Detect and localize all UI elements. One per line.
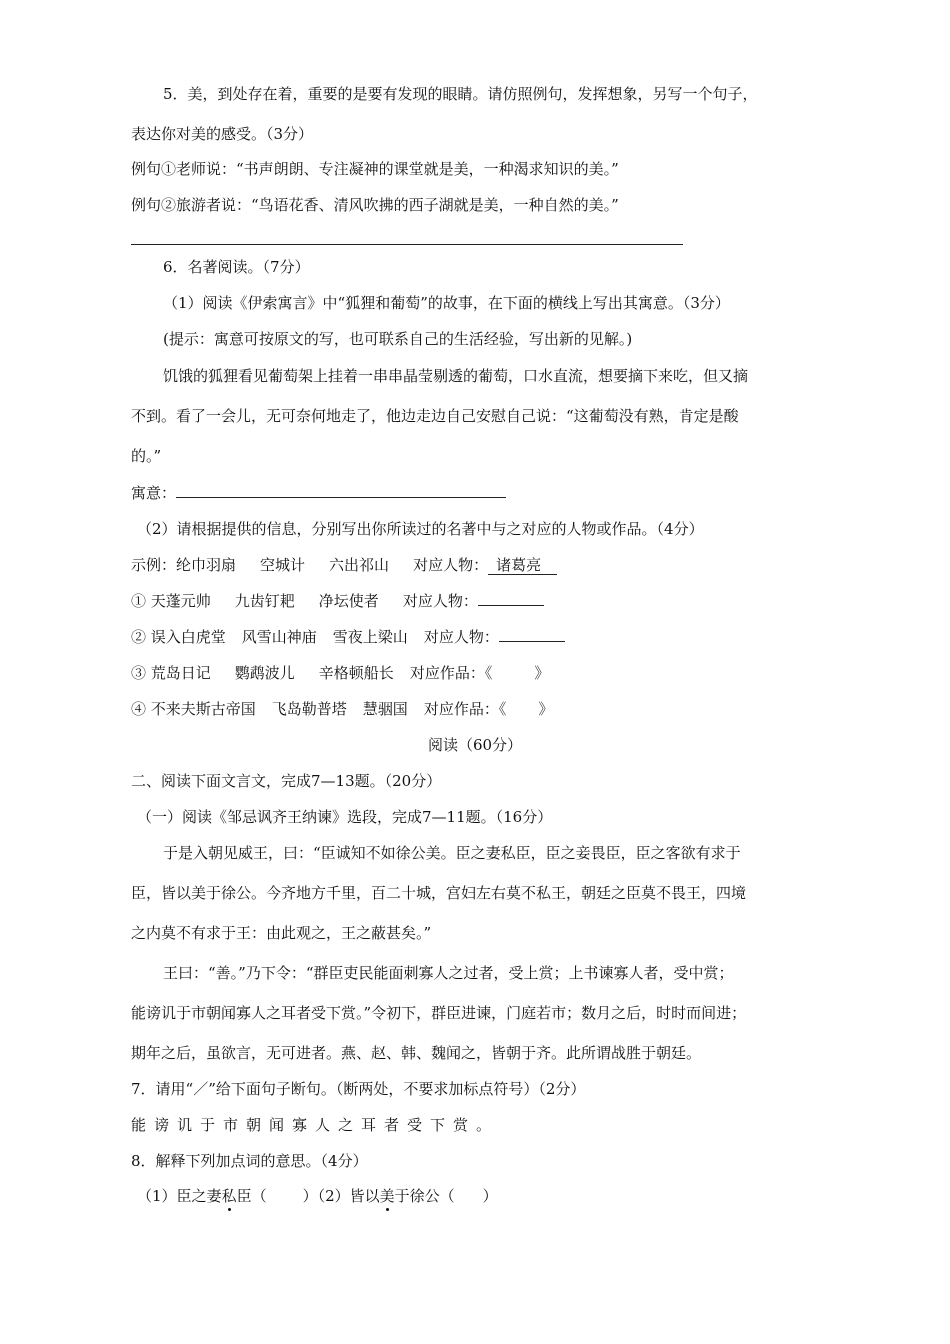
q6-example-row [131, 555, 557, 575]
q6-item-row-1 [131, 591, 544, 611]
item4-clue-3: 慧骃国 [362, 700, 408, 718]
q6-story-line1: 饥饿的狐狸看见葡萄架上挂着一串串晶莹剔透的葡萄，口水直流，想要摘下来吃，但又摘 [163, 367, 749, 385]
item2-clue-1: ② 误入白虎堂 [131, 628, 226, 646]
item2-clue-2: 风雪山神庙 [241, 628, 317, 646]
q6-story-line3: 的。” [131, 447, 162, 465]
q8-title: 8．解释下列加点词的意思。（4分） [131, 1152, 368, 1170]
q6-part1-hint: (提示：寓意可按原文的写，也可联系自己的生活经验，写出新的见解。) [163, 330, 633, 348]
passage-p1-line1: 于是入朝见威王，曰：“臣诚知不如徐公美。臣之妻私臣，臣之妾畏臣，臣之客欲有求于 [163, 844, 741, 862]
item3-clue-2: 鹦鹉波儿 [234, 664, 295, 682]
item2-answer-blank[interactable] [499, 627, 565, 642]
meaning-answer-blank[interactable] [176, 483, 506, 498]
q8-item1-post: 臣（ [236, 1187, 267, 1205]
q8-item1-dotted-word: 私 [221, 1187, 237, 1205]
q8-item2-dotted-word: 美 [379, 1187, 395, 1205]
item3-target-label: 对应作品：《 [409, 664, 493, 682]
q6-part1-title: （1）阅读《伊索寓言》中“狐狸和葡萄”的故事，在下面的横线上写出其寓意。（3分） [163, 294, 730, 312]
item2-target-label: 对应人物： [423, 628, 499, 646]
example-clue-2: 空城计 [260, 556, 306, 574]
section-2-title: 二、阅读下面文言文，完成7—13题。（20分） [131, 772, 442, 790]
passage-p2-line1: 王曰：“善。”乃下令：“群臣吏民能面刺寡人之过者，受上赏；上书谏寡人者，受中赏； [163, 964, 734, 982]
meaning-label: 寓意： [131, 484, 177, 502]
q8-items-row [137, 1186, 498, 1206]
item1-clue-1: ① 天蓬元帅 [131, 592, 211, 610]
item1-clue-3: 净坛使者 [318, 592, 379, 610]
q6-item-row-4 [131, 699, 553, 719]
q5-line2: 表达你对美的感受。（3分） [131, 125, 314, 143]
example-target-label: 对应人物： [413, 556, 489, 574]
example-label: 示例： [131, 556, 177, 574]
passage-p1-line2: 臣，皆以美于徐公。今齐地方千里，百二十城，宫妇左右莫不私王，朝廷之臣莫不畏王，四境 [131, 884, 747, 902]
item2-clue-3: 雪夜上梁山 [332, 628, 408, 646]
q7-sentence[interactable]: 能谤讥于市朝闻寡人之耳者受下赏。 [131, 1116, 500, 1134]
q7-title: 7．请用“／”给下面句子断句。（断两处，不要求加标点符号）（2分） [131, 1080, 586, 1098]
item1-clue-2: 九齿钉耙 [234, 592, 295, 610]
example-clue-1: 纶巾羽扇 [176, 556, 237, 574]
q5-answer-line[interactable] [131, 244, 683, 245]
example-answer: 诸葛亮 [488, 556, 557, 575]
q5-example2: 例句②旅游者说：“鸟语花香、清风吹拂的西子湖就是美，一种自然的美。” [131, 196, 619, 214]
q5-example1: 例句①老师说：“书声朗朗、专注凝神的课堂就是美，一种渴求知识的美。” [131, 160, 619, 178]
item4-target-label: 对应作品：《 [423, 700, 507, 718]
passage-p2-line2: 能谤讥于市朝闻寡人之耳者受下赏。”令初下，群臣进谏，门庭若市；数月之后，时时而间进； [131, 1004, 747, 1022]
q8-item1-pre: （1）臣之妻 [137, 1187, 222, 1205]
item1-answer-blank[interactable] [478, 591, 544, 606]
q8-item2-close: ） [482, 1187, 498, 1205]
subsection-1-title: （一）阅读《邹忌讽齐王纳谏》选段，完成7—11题。（16分） [137, 808, 553, 826]
passage-p1-line3: 之内莫不有求于王：由此观之，王之蔽甚矣。” [131, 924, 432, 942]
item3-close-bracket: 》 [534, 664, 550, 682]
item4-clue-2: 飞岛勒普塔 [271, 700, 347, 718]
q8-item1-close: ） [302, 1187, 318, 1205]
example-clue-3: 六出祁山 [329, 556, 390, 574]
q8-item2-post: 于徐公（ [394, 1187, 455, 1205]
passage-p2-line3: 期年之后，虽欲言，无可进者。燕、赵、韩、魏闻之，皆朝于齐。此所谓战胜于朝廷。 [131, 1044, 702, 1062]
item1-target-label: 对应人物： [402, 592, 478, 610]
q5-line1: 5．美，到处存在着，重要的是要有发现的眼睛。请仿照例句，发挥想象，另写一个句子， [163, 85, 758, 103]
q6-part2-title: （2）请根据提供的信息，分别写出你所读过的名著中与之对应的人物或作品。（4分） [137, 520, 704, 538]
item3-clue-1: ③ 荒岛日记 [131, 664, 211, 682]
q6-title: 6．名著阅读。（7分） [163, 258, 310, 276]
item4-clue-1: ④ 不来夫斯古帝国 [131, 700, 256, 718]
reading-heading: 阅读（60分） [427, 736, 523, 754]
item3-clue-3: 辛格顿船长 [318, 664, 394, 682]
q6-meaning-row [131, 483, 506, 503]
q6-item-row-2 [131, 627, 565, 647]
item4-close-bracket: 》 [538, 700, 554, 718]
q6-item-row-3 [131, 663, 549, 683]
q8-item2-pre: （2）皆以 [317, 1187, 380, 1205]
q6-story-line2: 不到。看了一会儿，无可奈何地走了，他边走边自己安慰自己说：“这葡萄没有熟，肯定是酸 [131, 407, 739, 425]
